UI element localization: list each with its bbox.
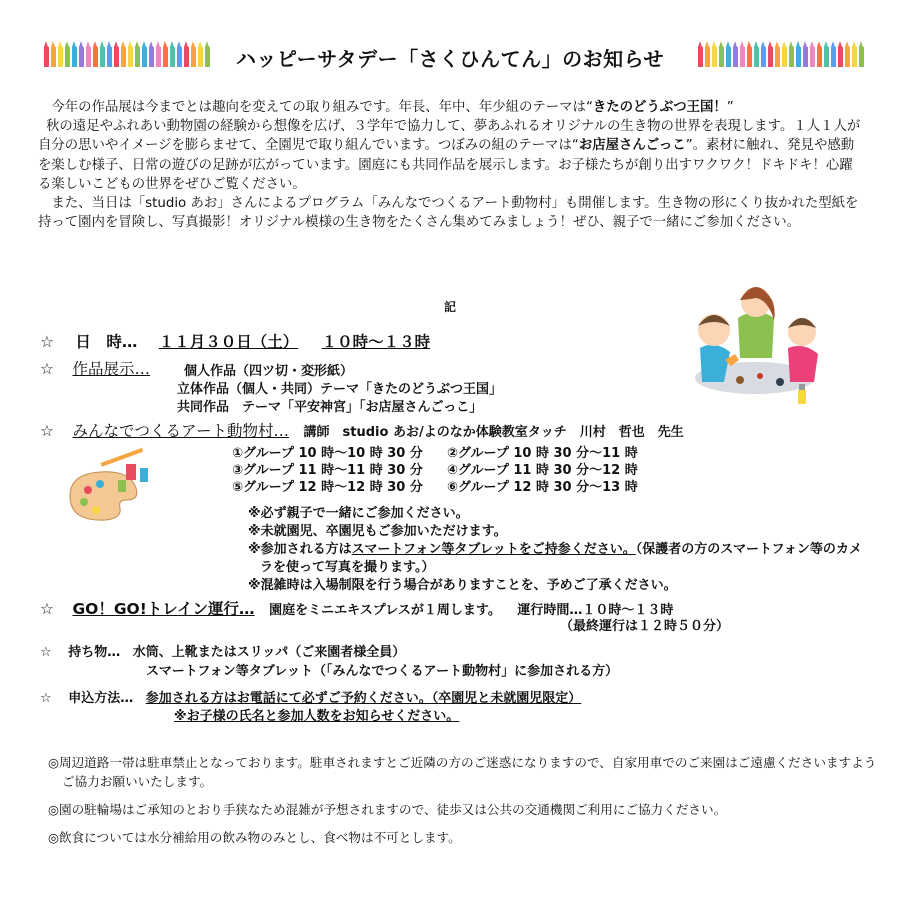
intro-p2-text: 秋の遠足やふれあい動物園の経験から想像を広げ、３学年で協力して、夢あふれるオリジナルの生き物の世界を表現します。１人１人が自分の思いやイメージを膨らませて、全園児で取り組んでいます。つぼみの組のテーマは“ bbox=[38, 119, 861, 154]
star-icon: ☆ bbox=[40, 645, 52, 660]
art-note-2: ※未就園児、卒園児もご参加いただけます。 bbox=[248, 524, 507, 539]
intro-text bbox=[38, 98, 864, 232]
art-notes bbox=[248, 505, 868, 595]
note-food: ◎飲食については水分補給用の飲み物のみとし、食べ物は不可とします。 bbox=[48, 830, 461, 845]
footer-notes bbox=[48, 753, 878, 856]
apply-label: 申込方法… bbox=[68, 691, 134, 706]
note-parking: ◎周辺道路一帯は駐車禁止となっております。駐車されますとご近隣の方のご迷惑になりますので、自家用車でのご来園はご遠慮くださいますようご協力お願いいたします。 bbox=[48, 755, 877, 789]
art-note-3-prefix: ※参加される方は bbox=[248, 542, 352, 557]
group-4-time: ④グループ 11 時 30 分～12 時 bbox=[446, 463, 638, 478]
items-line-1: 水筒、上靴またはスリッパ（ご来園者様全員） bbox=[132, 645, 406, 660]
art-note-3-emphasis: スマートフォン等タブレットをご持参ください。 bbox=[351, 542, 636, 557]
items-label: 持ち物… bbox=[68, 645, 121, 660]
intro-paragraph-2 bbox=[38, 117, 864, 194]
exhibit-label: 作品展示… bbox=[72, 360, 150, 378]
date-row bbox=[40, 330, 430, 352]
items-line-2: スマートフォン等タブレット（「みんなでつくるアート動物村」に参加される方） bbox=[146, 664, 619, 679]
note-bicycle: ◎園の駐輪場はご承知のとおり手狭なため混雑が予想されますので、徒歩又は公共の交通機関ご利用にご協力ください。 bbox=[48, 802, 727, 817]
intro-p2-end: ”。素材に触れ、発見や感動を楽しむ様子、日常の遊びの足跡が広がっています。園庭にも共同作品を展示します。お子様たちが創り出すワクワク！ドキドキ！心躍る楽しいこどもの世界をぜひご覧ください。 bbox=[38, 138, 855, 192]
event-time: １０時～１３時 bbox=[321, 333, 431, 351]
apply-line-1: 参加される方はお電話にて必ずご予約ください。（卒園児と未就園児限定） bbox=[145, 691, 582, 706]
train-last-run: （最終運行は１２時５０分） bbox=[560, 619, 730, 634]
star-icon: ☆ bbox=[40, 333, 54, 351]
intro-theme-animals: きたのどうぶつ王国！ bbox=[592, 100, 727, 115]
date-label: 日 時… bbox=[75, 333, 138, 351]
items-row bbox=[40, 641, 405, 660]
exhibit-line-2: 立体作品（個人・共同）テーマ「きたのどうぶつ王国」 bbox=[177, 382, 503, 397]
event-date: １１月３０日（土） bbox=[158, 333, 299, 351]
group-6-time: ⑥グループ 12 時 30 分～13 時 bbox=[446, 480, 638, 495]
apply-row bbox=[40, 687, 581, 706]
group-3-time: ③グループ 11 時～11 時 30 分 bbox=[232, 463, 423, 478]
exhibit-line-1: 個人作品（四ツ切・変形紙） bbox=[184, 364, 354, 379]
star-icon: ☆ bbox=[40, 600, 54, 618]
star-icon: ☆ bbox=[40, 422, 54, 440]
ki-heading: 記 bbox=[443, 300, 456, 314]
art-instructor: 講師 studio あお/よのなか体験教室タッチ 川村 哲也 先生 bbox=[303, 425, 684, 440]
train-hours: 運行時間…１０時～１３時 bbox=[517, 603, 674, 618]
group-5-time: ⑤グループ 12 時～12 時 30 分 bbox=[232, 480, 423, 495]
art-note-3 bbox=[248, 541, 868, 577]
apply-line-2: ※お子様の氏名と参加人数をお知らせください。 bbox=[174, 709, 460, 724]
paint-palette-illustration bbox=[60, 446, 160, 526]
star-icon: ☆ bbox=[40, 691, 52, 706]
intro-paragraph-1 bbox=[38, 98, 864, 117]
train-text: 園庭をミニエキスプレスが１周します。 bbox=[269, 603, 501, 618]
star-icon: ☆ bbox=[40, 360, 54, 378]
art-note-4: ※混雑時は入場制限を行う場合がありますことを、予めご了承ください。 bbox=[248, 578, 677, 593]
intro-paragraph-3: また、当日は「studio あお」さんによるプログラム「みんなでつくるアート動物村」も開催します。生き物の形にくり抜かれた型紙を持って園内を冒険し、写真撮影！オリジナル模様の生き物をたくさん集めてみましょう！ぜひ、親子で一緒にご参加ください。 bbox=[38, 196, 859, 231]
page-title: ハッピーサタデー「さくひんてん」のお知らせ bbox=[235, 47, 665, 71]
art-row bbox=[40, 419, 684, 441]
kids-painting-illustration bbox=[680, 278, 830, 418]
intro-p1-text: 今年の作品展は今までとは趣向を変えての取り組みです。年長、年中、年少組のテーマは“ bbox=[51, 100, 593, 115]
exhibit-row bbox=[40, 357, 150, 379]
intro-theme-shop: お店屋さんごっこ bbox=[578, 138, 686, 154]
art-note-3-suffix: （保護者の方のスマートフォン等のカメラを使って写真を撮ります。） bbox=[260, 542, 862, 575]
intro-p1-end: ” bbox=[726, 100, 734, 115]
group-1-time: ①グループ 10 時～10 時 30 分 bbox=[232, 446, 423, 461]
group-schedule bbox=[232, 445, 638, 496]
exhibit-line-3: 共同作品 テーマ「平安神宮」「お店屋さんごっこ」 bbox=[177, 400, 483, 415]
group-2-time: ②グループ 10 時 30 分～11 時 bbox=[446, 446, 638, 461]
train-label: GO！GO!トレイン運行… bbox=[72, 600, 255, 618]
art-label: みんなでつくるアート動物村… bbox=[72, 422, 289, 440]
art-note-1: ※必ず親子で一緒にご参加ください。 bbox=[248, 506, 469, 521]
